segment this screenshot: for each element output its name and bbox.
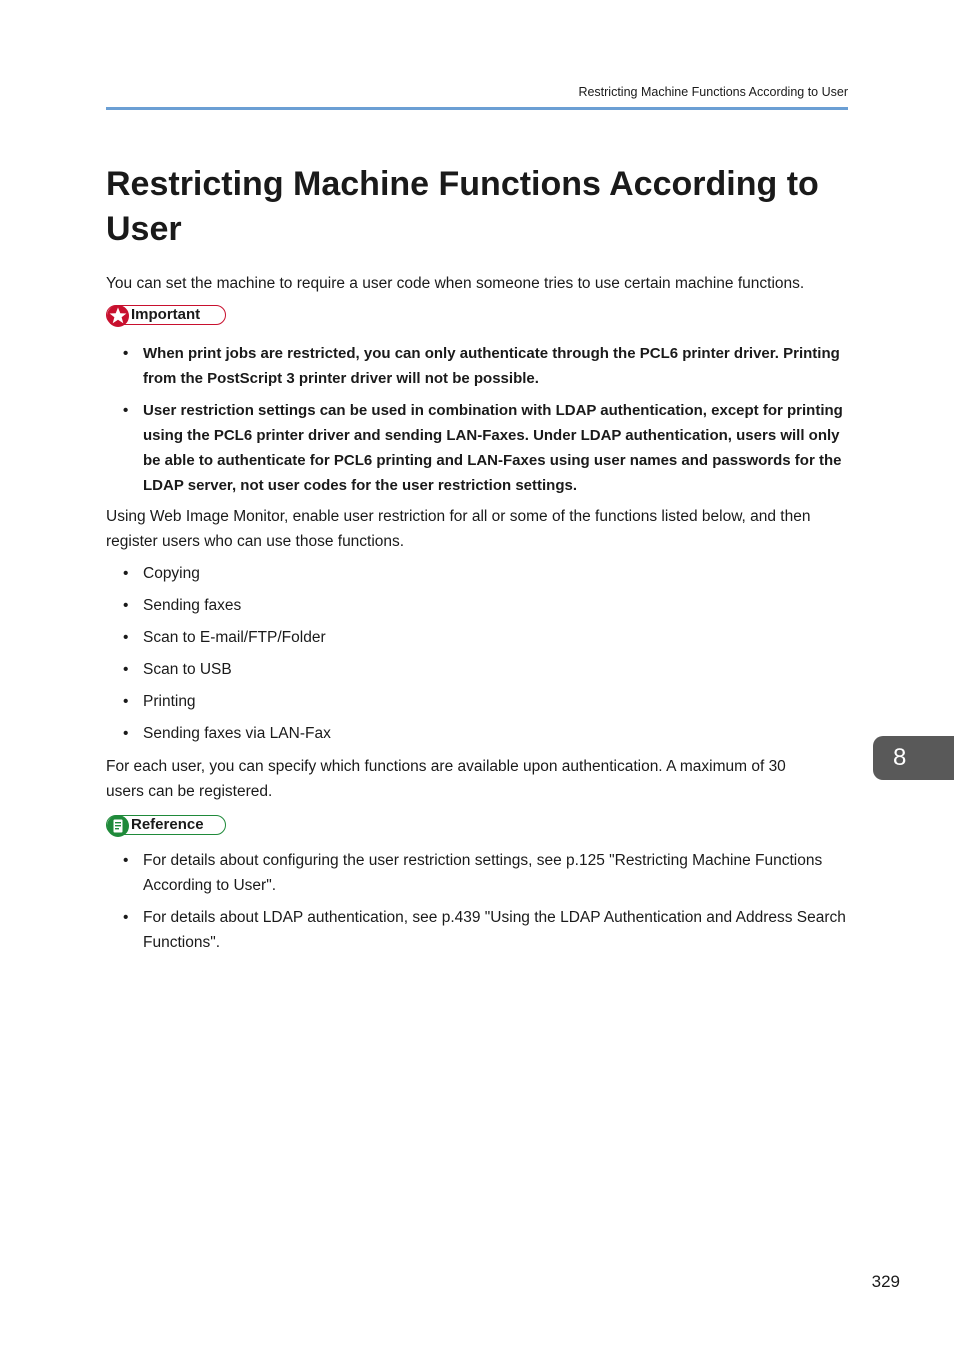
page-title: Restricting Machine Functions According to User xyxy=(106,165,819,248)
list-item: • Scan to USB xyxy=(123,661,232,678)
list-item: • User restriction settings can be used in combination with LDAP authentication, except for printing using the PCL6 printer driver and sending LAN-Faxes. Under LDAP authentication, users will only be able to authenticate for PCL6 printing and LAN-Faxes using user names and passwords for the LDAP server, not user codes for the user restriction settings. xyxy=(123,402,843,494)
list-item: • For details about LDAP authentication, see p.439 "Using the LDAP Authentication and Address Search Functions". xyxy=(123,909,846,951)
header-rule xyxy=(106,107,848,110)
list-item: • When print jobs are restricted, you can only authenticate through the PCL6 printer driver. Printing from the PostScript 3 printer driver will not be possible. xyxy=(123,345,840,387)
list-item: • For details about configuring the user restriction settings, see p.125 "Restricting Machine Functions According to User". xyxy=(123,852,823,894)
page-number: 329 xyxy=(871,1272,900,1291)
reference-list xyxy=(106,848,848,955)
running-header: Restricting Machine Functions According to User xyxy=(578,85,848,99)
list-item: • Scan to E-mail/FTP/Folder xyxy=(123,629,326,646)
list-item: • Sending faxes via LAN-Fax xyxy=(123,725,331,742)
star-icon xyxy=(106,304,128,326)
monitor-paragraph: Using Web Image Monitor, enable user restriction for all or some of the functions listed below, and then register users who can use those functions. xyxy=(106,508,811,550)
important-label: Important xyxy=(131,306,201,323)
list-item: • Sending faxes xyxy=(123,597,242,614)
max-users-paragraph: For each user, you can specify which functions are available upon authentication. A maximum of 30 users can be registered. xyxy=(106,758,786,800)
note-icon xyxy=(106,814,128,836)
list-item: • Printing xyxy=(123,693,196,710)
reference-label: Reference xyxy=(131,816,204,833)
important-badge xyxy=(106,305,226,325)
important-list xyxy=(106,341,848,498)
reference-badge xyxy=(106,815,226,835)
functions-list xyxy=(106,561,848,746)
list-item: • Copying xyxy=(123,565,200,582)
intro-paragraph: You can set the machine to require a user code when someone tries to use certain machine functions. xyxy=(106,275,805,292)
chapter-tab: 8 xyxy=(873,736,954,780)
